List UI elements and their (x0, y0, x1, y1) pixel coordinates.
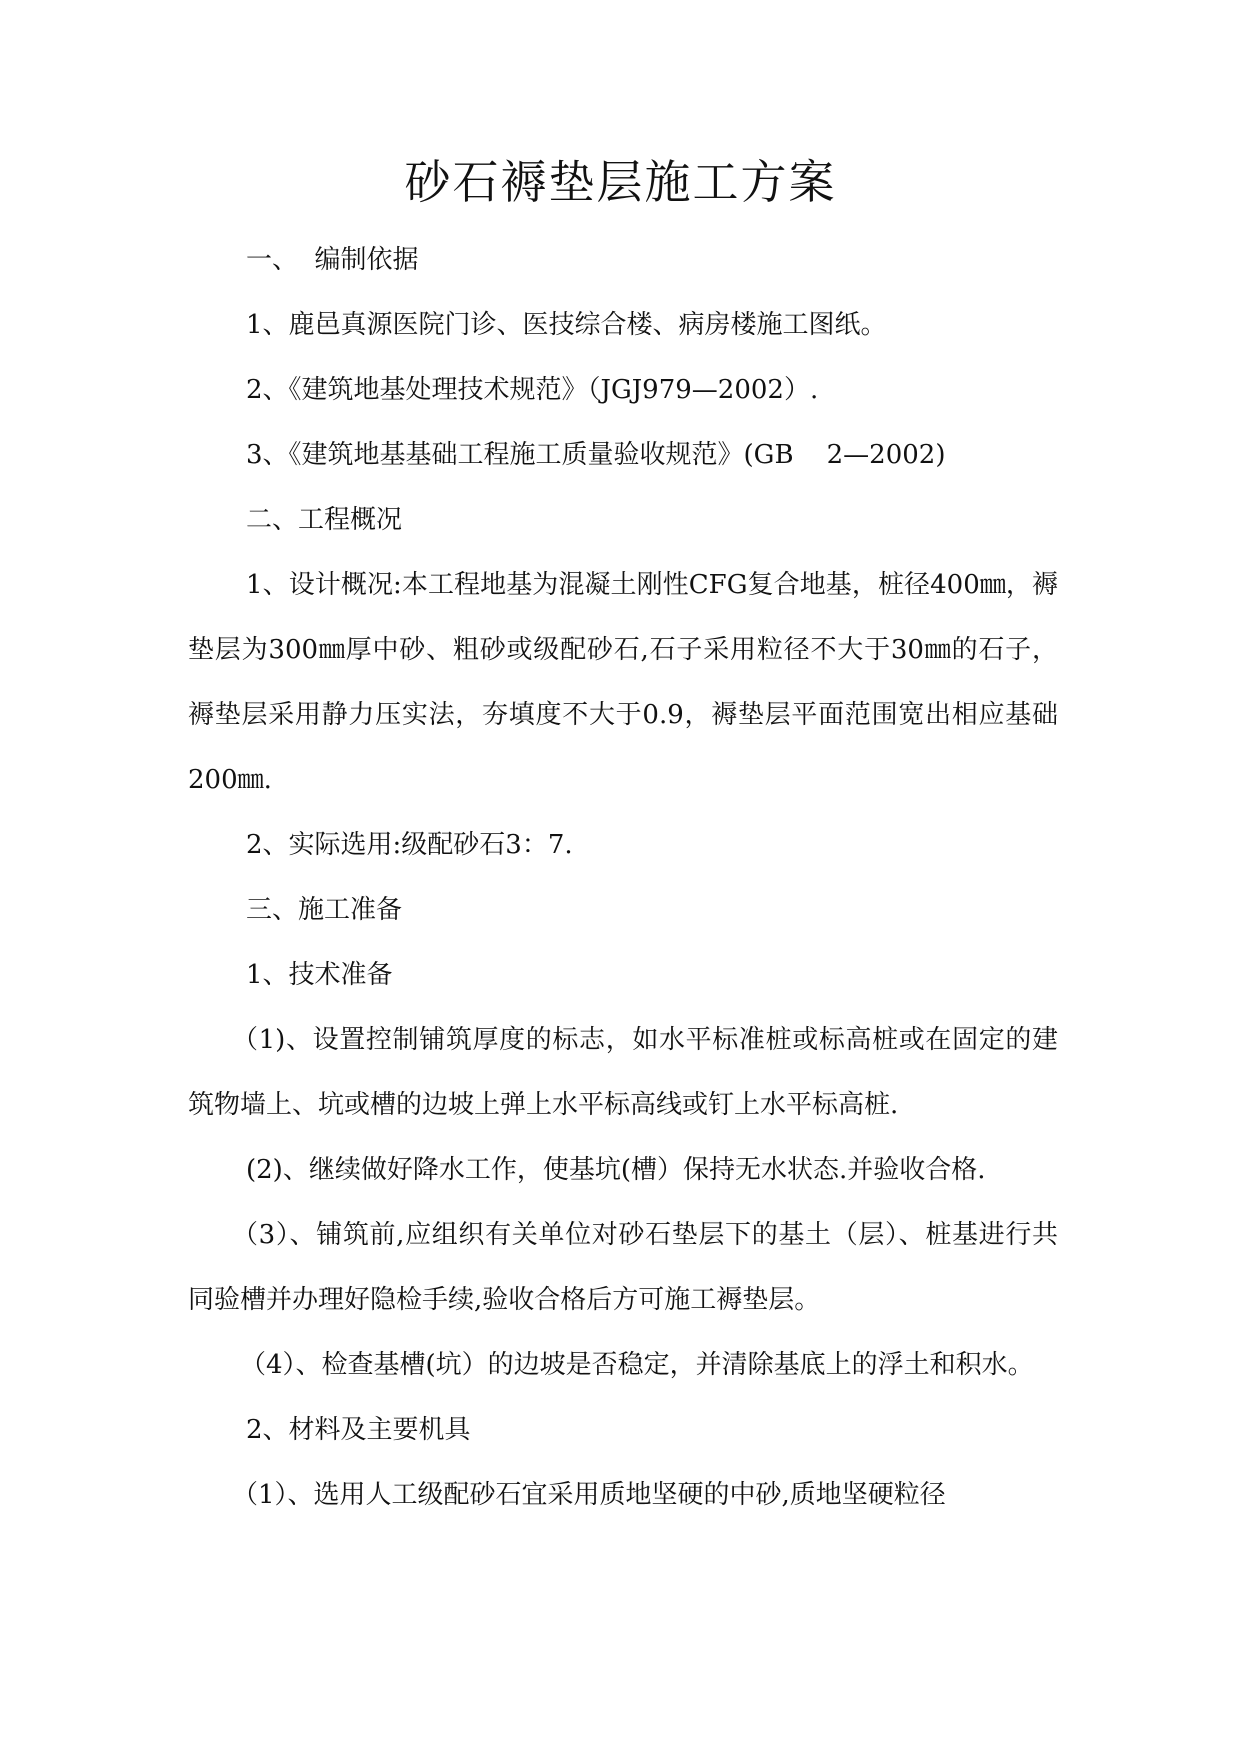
paragraph: 1、鹿邑真源医院门诊、医技综合楼、病房楼施工图纸。 (246, 310, 887, 340)
paragraph: 2、实际选用:级配砂石3：7. (246, 830, 573, 860)
section-heading: 三、施工准备 (246, 895, 403, 925)
paragraph: （3）、铺筑前,应组织有关单位对砂石垫层下的基土（层）、桩基进行共同验槽并办理好隐检手续,验收合格后方可施工褥垫层。 (188, 1220, 1058, 1315)
paragraph: （1)、设置控制铺筑厚度的标志，如水平标准桩或标高桩或在固定的建筑物墙上、坑或槽的边坡上弹上水平标高线或钉上水平标高桩. (188, 1025, 1058, 1120)
section-heading: 二、工程概况 (246, 505, 403, 535)
paragraph: 3、《建筑地基基础工程施工质量验收规范》(GB 2—2002) (246, 440, 946, 470)
paragraph: 2、《建筑地基处理技术规范》（JGJ979—2002）. (246, 375, 819, 405)
paragraph: 1、设计概况:本工程地基为混凝土刚性CFG复合地基，桩径400㎜，褥垫层为300㎜厚中砂、粗砂或级配砂石,石子采用粒径不大于30㎜的石子，褥垫层采用静力压实法，夯填度不大于0.9，褥垫层平面范围宽出相应基础200㎜. (188, 570, 1058, 795)
subsection-heading: 2、材料及主要机具 (246, 1415, 471, 1445)
paragraph: (2)、继续做好降水工作，使基坑(槽）保持无水状态.并验收合格. (246, 1155, 986, 1185)
subsection-heading: 1、技术准备 (246, 960, 393, 990)
document-body (188, 228, 1058, 1528)
document-title: 砂石褥垫层施工方案 (404, 155, 837, 209)
paragraph: （1）、选用人工级配砂石宜采用质地坚硬的中砂,质地坚硬粒径 (232, 1480, 946, 1510)
paragraph: （4）、检查基槽(坑）的边坡是否稳定，并清除基底上的浮土和积水。 (240, 1350, 1034, 1380)
section-heading: 一、 编制依据 (246, 245, 419, 275)
